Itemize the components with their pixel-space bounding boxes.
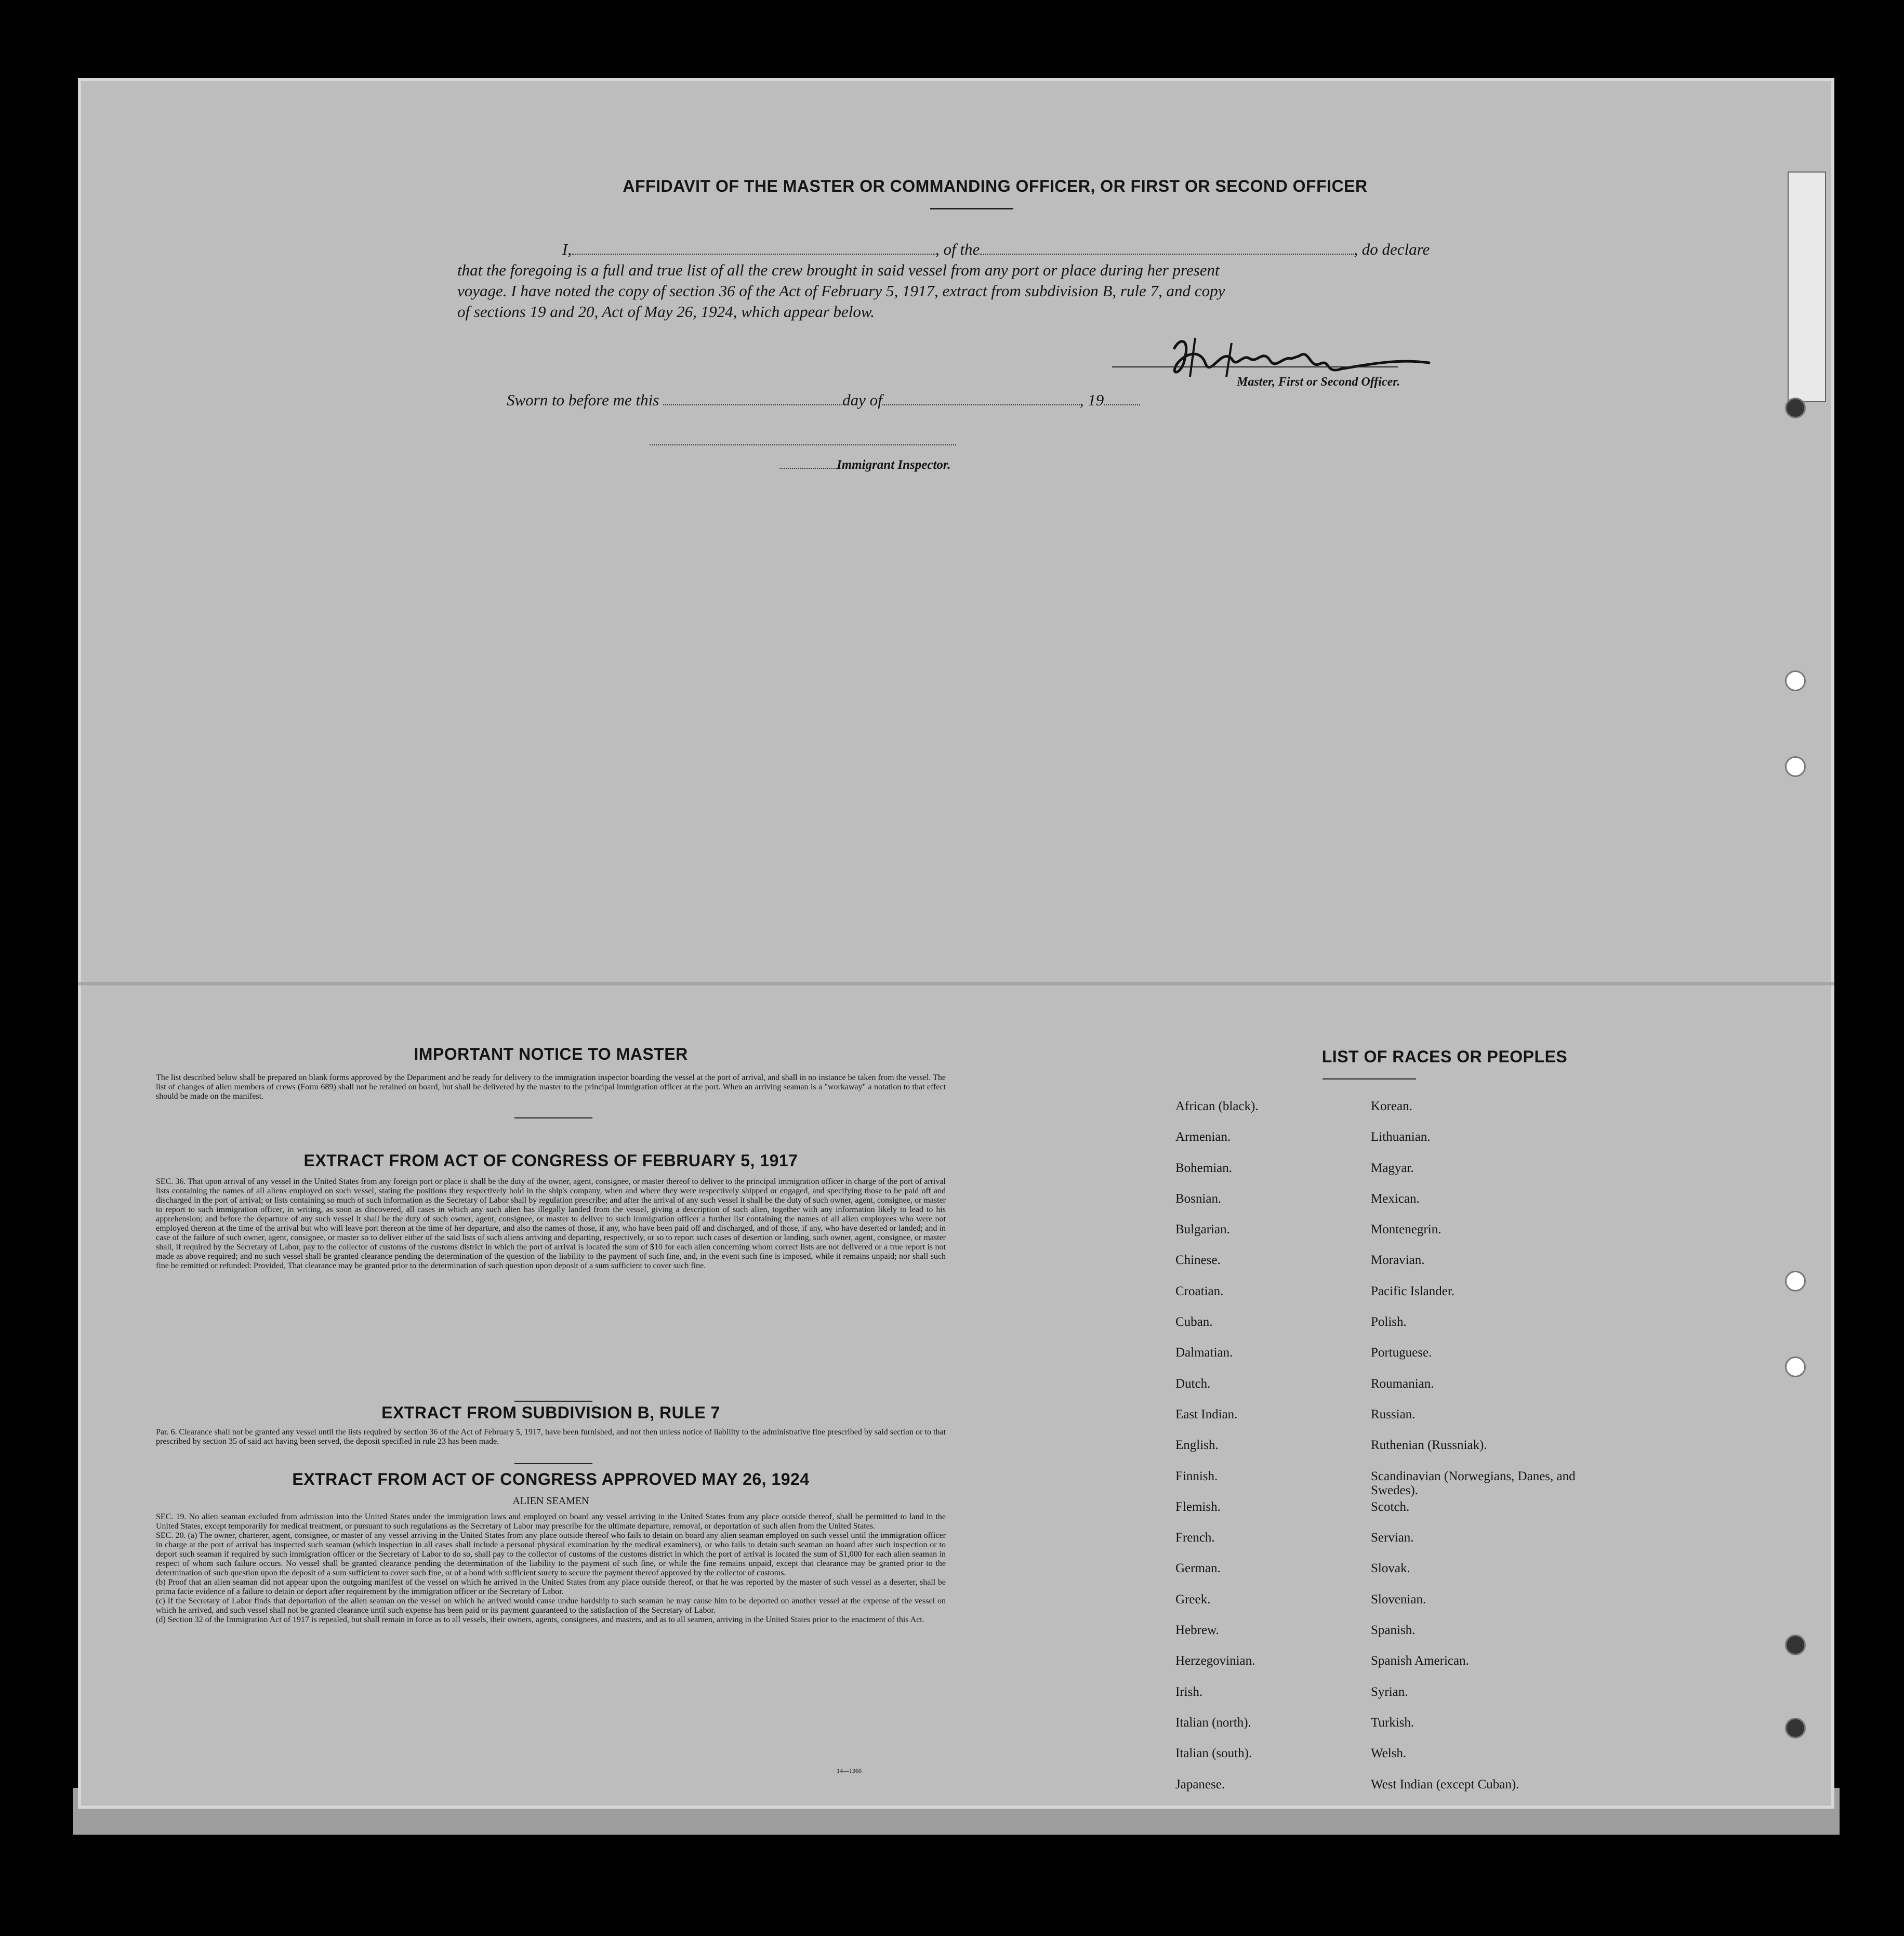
race-item: Irish.	[1175, 1684, 1203, 1699]
inspector-caption	[779, 455, 951, 476]
races-right-column	[1371, 1099, 1610, 1808]
signature-caption: Master, First or Second Officer.	[1237, 375, 1400, 389]
race-item: Herzegovinian.	[1175, 1654, 1255, 1668]
affidavit-body-line: that the foregoing is a full and true list of all the crew brought in said vessel from any port or place during her present	[457, 261, 1220, 279]
race-item: Pacific Islander.	[1371, 1284, 1455, 1298]
race-item: Roumanian.	[1371, 1376, 1434, 1391]
race-item: German.	[1175, 1561, 1221, 1576]
race-item: Spanish.	[1371, 1623, 1416, 1638]
sec19-text: SEC. 19. No alien seaman excluded from admission into the United States under the immigration laws and employed on board any vessel arriving in the United States from any place outside thereof, shall be permitted to land in the United States, except temporarily for medical treatment, or pursuant to such regulations as the Secretary of Labor may prescribe for the ultimate departure, removal, or deportation of such alien from the United States.	[156, 1512, 946, 1531]
race-item: Russian.	[1371, 1407, 1416, 1421]
race-item: Italian (south).	[1175, 1746, 1252, 1761]
race-item: Greek.	[1175, 1592, 1211, 1606]
sworn-label: Sworn to before me this	[507, 391, 659, 409]
punch-hole	[1785, 398, 1806, 418]
extract-1917-title: EXTRACT FROM ACT OF CONGRESS OF FEBRUARY 5, 1917	[303, 1151, 798, 1170]
race-item: English.	[1175, 1438, 1219, 1453]
race-item: Moravian.	[1371, 1253, 1425, 1268]
race-item: Italian (north).	[1175, 1715, 1251, 1730]
race-item: Montenegrin.	[1371, 1222, 1442, 1237]
race-item: Armenian.	[1175, 1130, 1231, 1144]
race-item: Servian.	[1371, 1531, 1414, 1545]
race-item: Hebrew.	[1175, 1623, 1219, 1638]
races-title-rule	[1323, 1078, 1416, 1079]
day-of-label: day of	[842, 391, 882, 409]
page-tab	[1788, 172, 1826, 402]
race-item: Korean.	[1371, 1099, 1412, 1113]
races-left-column	[1175, 1099, 1352, 1808]
race-item: Bohemian.	[1175, 1161, 1233, 1175]
race-item: Dalmatian.	[1175, 1346, 1233, 1360]
name-field[interactable]	[572, 254, 935, 255]
punch-hole	[1785, 1635, 1806, 1655]
sworn-line	[507, 390, 1140, 411]
race-item: Finnish.	[1175, 1469, 1218, 1483]
race-item: Slovenian.	[1371, 1592, 1426, 1606]
race-item: East Indian.	[1175, 1407, 1238, 1421]
inspector-line	[650, 444, 956, 446]
race-item: West Indian (except Cuban).	[1371, 1777, 1519, 1792]
notice-title: IMPORTANT NOTICE TO MASTER	[414, 1045, 688, 1063]
extract-1917-body: SEC. 36. That upon arrival of any vessel in the United States from any foreign port or place it shall be the duty of the owner, agent, consignee, or master thereof to deliver to the principal immigration officer in charge of the port of arrival lists containing the names of all aliens employed on such vessel, stating the positions they respectively hold in the ship's company, when and where they were respectively shipped or engaged, and specifying those to be paid off and discharged in the port of arrival; or lists containing so much of such information as the Secretary of Labor shall by regulation prescribe; and after the arrival of any such vessel it shall be the duty of such owner, agent, consignee, or master to report to such immigration officer, in writing, as soon as discovered, all cases in which any such alien has illegally landed from the vessel, giving a description of such alien, together with any information likely to lead to his apprehension; and before the departure of any such vessel it shall be the duty of such owner, agent, consignee, or master to deliver to such immigration officer a further list containing the names of all alien employees who were not employed thereon at the time of the arrival but who will leave port thereon at the time of her departure, and also the names of those, if any, who have been paid off and discharged, and of those, if any, who have deserted or landed; and in case of the failure of such owner, agent, consignee, or master so to deliver either of the said lists of such aliens arriving and departing, respectively, or so to report such cases of desertion or landing, such owner, agent, consignee, or master shall, if required by the Secretary of Labor, pay to the collector of customs of the customs district in which the port of arrival is located the sum of $10 for each alien concerning whom correct lists are not delivered or a true report is not made as above required; and no such vessel shall be granted clearance pending the determination of the question of the liability to the payment of such fine, and, in the event such fine is imposed, while it remains unpaid; nor shall such fine be remitted or refunded: Provided, That clearance may be granted prior to the determination of such question upon deposit of a sum sufficient to cover such fine.	[156, 1177, 946, 1270]
race-item: Spanish American.	[1371, 1654, 1469, 1668]
race-item: Turkish.	[1371, 1715, 1414, 1730]
year-label: , 19	[1079, 391, 1104, 409]
race-item: French.	[1175, 1531, 1215, 1545]
sec20d-text: (d) Section 32 of the Immigration Act of 1917 is repealed, but shall remain in force as to all vessels, their owners, agents, consignees, and masters, and as to all seamen, arriving in the United States prior to the enactment of this Act.	[156, 1615, 924, 1624]
race-item: Chinese.	[1175, 1253, 1221, 1268]
affidavit-body-line: of sections 19 and 20, Act of May 26, 1924, which appear below.	[457, 302, 875, 321]
race-item: Japanese.	[1175, 1777, 1225, 1792]
page-fold	[78, 982, 1834, 985]
race-item: Mexican.	[1371, 1191, 1420, 1206]
inspector-label: Immigrant Inspector.	[837, 458, 951, 472]
race-item: Welsh.	[1371, 1746, 1407, 1761]
race-item: Slovak.	[1371, 1561, 1410, 1576]
title-rule	[930, 208, 1013, 209]
race-item: Ruthenian (Russniak).	[1371, 1438, 1487, 1453]
race-item: Lithuanian.	[1371, 1130, 1431, 1144]
vessel-field[interactable]	[980, 254, 1354, 255]
sec20a-text: SEC. 20. (a) The owner, charterer, agent, consignee, or master of any vessel arriving in the United States from any place outside thereof who fails to detain on board any alien seaman employed on such vessel until the immigration officer in charge at the port of arrival has inspected such seaman (which inspection in all cases shall include a personal physical examination by the medical examiners), or who fails to detain such seaman on board after such inspection or to deport such seaman if required by such immigration officer or the Secretary of Labor to do so, shall pay to the collector of customs of the customs district in which the port of arrival is located the sum of $1,000 for each alien seaman in respect of whom such failure occurs. No vessel shall be granted clearance pending the determination of the liability to the payment of such fine, or while the fine remains unpaid, except that clearance may be granted prior to the determination of such question upon the deposit of a sum sufficient to cover such fine, or of a bond with sufficient surety to secure the payment thereof approved by the collector of customs.	[156, 1531, 946, 1577]
sworn-month-field[interactable]	[882, 404, 1080, 405]
affidavit-i: I,	[562, 240, 572, 258]
alien-seamen-subtitle: ALIEN SEAMEN	[512, 1495, 589, 1507]
race-item: Portuguese.	[1371, 1346, 1432, 1360]
race-item: Bulgarian.	[1175, 1222, 1230, 1237]
races-title: LIST OF RACES OR PEOPLES	[1321, 1047, 1568, 1066]
race-item: Flemish.	[1175, 1499, 1221, 1514]
race-item: Syrian.	[1371, 1684, 1408, 1699]
section-rule	[514, 1117, 592, 1118]
sec20b-text: (b) Proof that an alien seaman did not appear upon the outgoing manifest of the vessel on which he arrived in the United States from any place outside thereof, or that he was reported by the master of such vessel as a deserter, shall be prima facie evidence of a failure to detain or deport after requirement by the immigration officer or the Secretary of Labor.	[156, 1578, 946, 1596]
race-item: Scotch.	[1371, 1499, 1410, 1514]
affidavit-title: AFFIDAVIT OF THE MASTER OR COMMANDING OFFICER, OR FIRST OR SECOND OFFICER	[623, 177, 1368, 195]
punch-hole	[1785, 670, 1806, 691]
notice-body: The list described below shall be prepared on blank forms approved by the Department and be ready for delivery to the immigration inspector boarding the vessel at the port of arrival, and shall in no instance be taken from the vessel. The list of changes of alien members of crews (Form 689) shall not be retained on board, but shall be delivered by the master to the principal immigration officer at the port. When an arriving seaman is a "workaway" a notation to that effect should be made on the manifest.	[156, 1073, 946, 1101]
race-item: Cuban.	[1175, 1315, 1213, 1329]
affidavit-declaration	[457, 239, 1507, 322]
form-number: 14—1360	[837, 1767, 862, 1774]
race-item: Polish.	[1371, 1315, 1407, 1329]
punch-hole	[1785, 756, 1806, 777]
race-item: Bosnian.	[1175, 1191, 1222, 1206]
rule7-title: EXTRACT FROM SUBDIVISION B, RULE 7	[381, 1403, 720, 1422]
affidavit-body-line: voyage. I have noted the copy of section 36 of the Act of February 5, 1917, extract from subdivision B, rule 7, and copy	[457, 282, 1225, 300]
race-item: African (black).	[1175, 1099, 1259, 1113]
extract-1924-body	[156, 1512, 946, 1625]
race-item: Dutch.	[1175, 1376, 1211, 1391]
race-item: Scandinavian (Norwegians, Danes, and Swedes).	[1371, 1469, 1576, 1497]
race-item: Croatian.	[1175, 1284, 1224, 1298]
rule7-body: Par. 6. Clearance shall not be granted any vessel until the lists required by section 36 of the Act of February 5, 1917, have been furnished, and not then unless notice of liability to the administrative fine prescribed by said section or to that prescribed by section 35 of said act having been served, the deposit specified in rule 23 has been made.	[156, 1428, 946, 1446]
section-rule	[514, 1401, 592, 1402]
affidavit-of-the: , of the	[935, 240, 980, 258]
affidavit-do-declare: , do declare	[1354, 240, 1430, 258]
sec20c-text: (c) If the Secretary of Labor finds that deportation of the alien seaman on the vessel on which he arrived would cause undue hardship to such seaman he may cause him to be deported on another vessel at the expense of the vessel on which he arrived, and such vessel shall not be granted clearance until such expense has been paid or its payment guaranteed to the satisfaction of the Secretary of Labor.	[156, 1597, 946, 1615]
sworn-day-field[interactable]	[663, 404, 842, 405]
punch-hole	[1785, 1271, 1806, 1292]
section-rule	[514, 1463, 592, 1464]
document-page	[78, 78, 1834, 1809]
race-item: Magyar.	[1371, 1161, 1414, 1175]
sworn-year-field[interactable]	[1104, 404, 1140, 405]
punch-hole	[1785, 1356, 1806, 1377]
punch-hole	[1785, 1718, 1806, 1739]
signature-line	[1112, 366, 1398, 367]
extract-1924-title: EXTRACT FROM ACT OF CONGRESS APPROVED MAY 26, 1924	[292, 1470, 810, 1489]
